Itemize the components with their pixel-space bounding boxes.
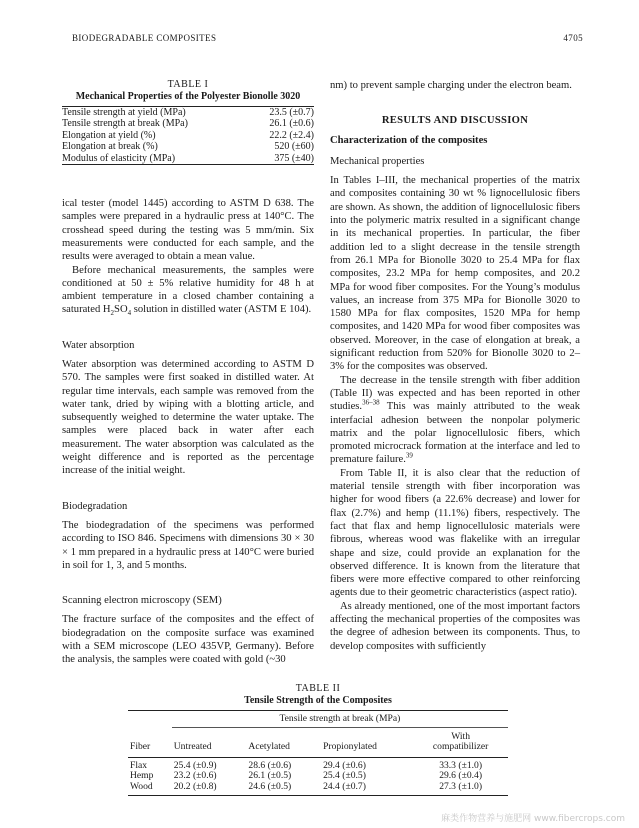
page-number: 4705 bbox=[563, 33, 583, 43]
col-compat-line1: With bbox=[451, 730, 471, 742]
table2-caption bbox=[128, 683, 508, 707]
watermark: 麻类作物营养与施肥网 www.fibercrops.com bbox=[441, 814, 625, 824]
fiber-name: Flax bbox=[130, 759, 148, 771]
cell: 29.6 (±0.4) bbox=[439, 770, 483, 782]
table1-caption bbox=[62, 79, 314, 103]
cell: 25.4 (±0.5) bbox=[323, 770, 366, 782]
subsection-heading: Water absorption bbox=[62, 339, 135, 351]
table1 bbox=[62, 106, 314, 165]
section-heading: RESULTS AND DISCUSSION bbox=[381, 115, 529, 127]
span-header: Tensile strength at break (MPa) bbox=[172, 711, 508, 728]
cell: 33.3 (±1.0) bbox=[439, 759, 483, 771]
table-row bbox=[128, 757, 508, 771]
table1-value: 26.1 (±0.6) bbox=[269, 118, 314, 130]
subsection-heading: Biodegradation bbox=[62, 500, 128, 512]
paragraph: The biodegradation of the specimens was performed according to ISO 846. Specimens with dimensions 30 × 30 × 1 mm prepared in a hydraulic press at 140°C were buried in soil for 1, 3, and 5 months. bbox=[62, 519, 314, 571]
table-row bbox=[62, 107, 314, 119]
table1-value: 22.2 (±2.4) bbox=[269, 129, 314, 141]
table1-prop: Tensile strength at yield (MPa) bbox=[62, 107, 186, 118]
table-row bbox=[128, 782, 508, 795]
table-header-row bbox=[128, 711, 508, 728]
table-header-row bbox=[128, 742, 508, 757]
col-propionylated: Propionylated bbox=[323, 741, 377, 753]
paragraph: Before mechanical measurements, the samples were conditioned at 50 ± 5% relative humidity for 48 h at ambient temperature in a closed chamber containing a saturated $H_2SO_4$ solution in distilled water (ASTM E 104). bbox=[62, 264, 314, 318]
table1-value: 23.5 (±0.7) bbox=[269, 107, 314, 118]
cell: 28.6 (±0.6) bbox=[248, 759, 292, 771]
table-row bbox=[62, 153, 314, 165]
subsection-heading: Scanning electron microscopy (SEM) bbox=[62, 595, 222, 607]
table2-label: TABLE II bbox=[295, 683, 341, 694]
paragraph: In Tables I–III, the mechanical properties of the matrix and composites containing 30 wt % lignocellulosic fibers are shown. As shown, the addition of lignocellulosic fibers into the polymeric matrix resulted in a significant change in its mechanical properties. In particular, the fiber addition led to a slight decrease in the tensile strength from 26.1 MPa for Bionolle 3020 to 25.4 MPa for flax composites, 23.2 MPa for hemp composites, and 20.2 MPa for wood fiber composites. For the Young’s modulus values, an increase from 375 MPa for Bionolle 3020 to 1580 MPa for flax composites, 1520 MPa for hemp composites, and 1420 MPa for wood fiber composites was observed. Moreover, in the case of elongation at break, a significant reduction from 520% for Bionolle 3020 to 2–3% for the composites was observed. bbox=[330, 175, 580, 373]
table1-prop: Modulus of elasticity (MPa) bbox=[62, 152, 176, 164]
table-row bbox=[62, 130, 314, 141]
cell: 24.6 (±0.5) bbox=[248, 780, 292, 792]
paragraph: Water absorption was determined according to ASTM D 570. The samples were first soaked in distilled water. At regular time intervals, each sample was removed from the water tank, dried by wiping with a blotting article, and subsequently weighed to determine the water uptake. The samples were placed back in water after each measurement. The water absorption was calculated as the weight difference and is reported as the percentage increase of the initial weight. bbox=[62, 359, 314, 477]
col-untreated: Untreated bbox=[173, 741, 212, 753]
left-column bbox=[62, 79, 314, 667]
paragraph: nm) to prevent sample charging under the electron beam. bbox=[330, 80, 572, 91]
cell: 20.2 (±0.8) bbox=[173, 780, 217, 792]
cell: 29.4 (±0.6) bbox=[323, 759, 366, 771]
table-row bbox=[62, 118, 314, 129]
col-fiber: Fiber bbox=[130, 741, 151, 753]
col-compat-line2: compatibilizer bbox=[432, 741, 489, 753]
running-header: BIODEGRADABLE COMPOSITES bbox=[72, 33, 217, 43]
paragraph: As already mentioned, one of the most important factors affecting the mechanical properties of the composites was the degree of adhesion between its components. Thus, to develop composites with sufficiently bbox=[330, 600, 580, 652]
table1-label: TABLE I bbox=[167, 79, 209, 90]
paragraph: The fracture surface of the composites and the effect of biodegradation on the composite surface was examined with a SEM microscope (LEO 435VP, Germany). Before the analysis, the samples were coated with gold (~30 bbox=[62, 614, 314, 666]
paragraph: ical tester (model 1445) according to ASTM D 638. The samples were prepared in a hydraulic press at 140°C. The crosshead speed during the testing was 5 mm/min. Six measurements were conducted for each sample, and the results were averaged to obtain a mean value. bbox=[62, 198, 314, 263]
fiber-name: Wood bbox=[130, 780, 153, 792]
table1-value: 375 (±40) bbox=[274, 152, 314, 164]
table1-value: 520 (±60) bbox=[274, 141, 314, 153]
paragraph: The decrease in the tensile strength with fiber addition (Table II) was expected and has been reported in other studies.$^{36-38}$ This was mainly attributed to the weak interfacial adhesion between the nonpolar polymeric matrix and the polar lignocellulosic fibers, which promoted microcrack formation at the interface and led to premature failure.$^{39}$ bbox=[330, 374, 580, 466]
right-column bbox=[330, 79, 580, 653]
cell: 25.4 (±0.9) bbox=[173, 759, 217, 771]
cell: 24.4 (±0.7) bbox=[323, 780, 366, 792]
subsubsection-heading: Mechanical properties bbox=[330, 155, 425, 167]
col-acetylated: Acetylated bbox=[248, 741, 290, 753]
table2-block bbox=[128, 683, 508, 796]
table1-prop: Elongation at break (%) bbox=[62, 141, 158, 153]
paragraph: From Table II, it is also clear that the reduction of material tensile strength with fiber incorporation was higher for wood fibers (a 22.6% decrease) and lower for flax (2.7%) and hemp (11.1%) fibers, respectively. The fact that flax and hemp lignocellulosic materials were fibrous, whereas wood was flakelike with an irregular shape and size, could provide an explanation for the observed difference. It is known from the literature that fibers were more effective compared to other reinforcing agents due to their geometric characteristics (aspect ratio). bbox=[330, 467, 580, 599]
table2-title: Tensile Strength of the Composites bbox=[244, 695, 392, 706]
table-header-row bbox=[128, 727, 508, 742]
table2 bbox=[128, 710, 508, 796]
cell: 23.2 (±0.6) bbox=[173, 770, 217, 782]
subsection-heading: Characterization of the composites bbox=[330, 134, 488, 146]
fiber-name: Hemp bbox=[130, 770, 154, 782]
table1-prop: Tensile strength at break (MPa) bbox=[62, 118, 188, 130]
table1-title: Mechanical Properties of the Polyester Bionolle 3020 bbox=[75, 91, 301, 102]
table-row bbox=[62, 141, 314, 152]
table1-prop: Elongation at yield (%) bbox=[62, 129, 156, 141]
cell: 27.3 (±1.0) bbox=[439, 780, 483, 792]
cell: 26.1 (±0.5) bbox=[248, 770, 292, 782]
